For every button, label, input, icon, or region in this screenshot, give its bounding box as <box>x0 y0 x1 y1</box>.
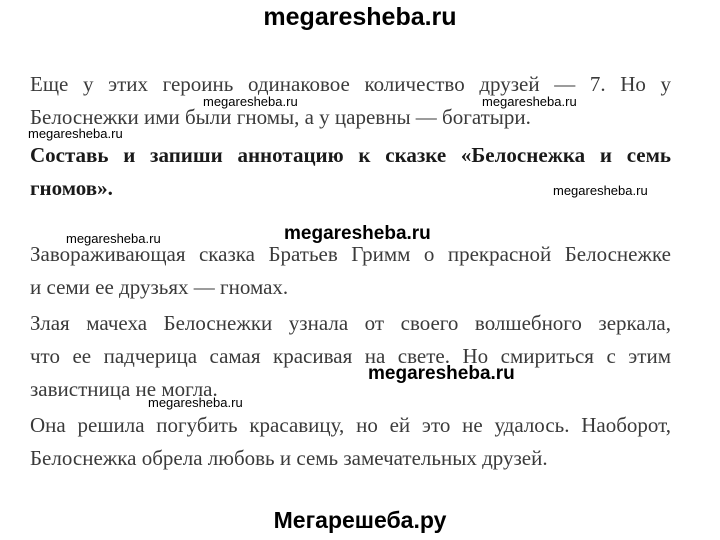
watermark: megaresheba.ru <box>482 94 577 109</box>
site-header: megaresheba.ru <box>263 3 457 31</box>
annotation-line: и семи ее друзьях — гномах. <box>30 275 289 299</box>
watermark-large: megaresheba.ru <box>284 223 431 244</box>
watermark: megaresheba.ru <box>203 94 298 109</box>
annotation-line: Она решила погубить красавицу, но ей это не удалось. Наоборот, <box>30 413 671 437</box>
paragraph-line: Еще у этих героинь одинаковое количество друзей — 7. Но у <box>30 72 671 96</box>
annotation-line: что ее падчерица самая красивая на свете. Но смириться с этим <box>30 344 671 368</box>
annotation-line: Завораживающая сказка Братьев Гримм о прекрасной Белоснежке <box>30 242 671 266</box>
watermark: megaresheba.ru <box>553 183 648 198</box>
watermark-large: megaresheba.ru <box>368 363 515 384</box>
task-line: гномов». <box>30 176 113 200</box>
watermark: megaresheba.ru <box>148 395 243 410</box>
annotation-line: завистница не могла. <box>30 377 218 401</box>
paragraph-line: Белоснежки ими были гномы, а у царевны — богатыри. <box>30 105 531 129</box>
task-line: Составь и запиши аннотацию к сказке «Белоснежка и семь <box>30 143 671 167</box>
annotation-line: Злая мачеха Белоснежки узнала от своего волшебного зеркала, <box>30 311 671 335</box>
watermark: megaresheba.ru <box>28 126 123 141</box>
watermark: megaresheba.ru <box>66 231 161 246</box>
site-footer: Мегарешеба.ру <box>273 507 447 533</box>
annotation-line: Белоснежка обрела любовь и семь замечательных друзей. <box>30 446 548 470</box>
